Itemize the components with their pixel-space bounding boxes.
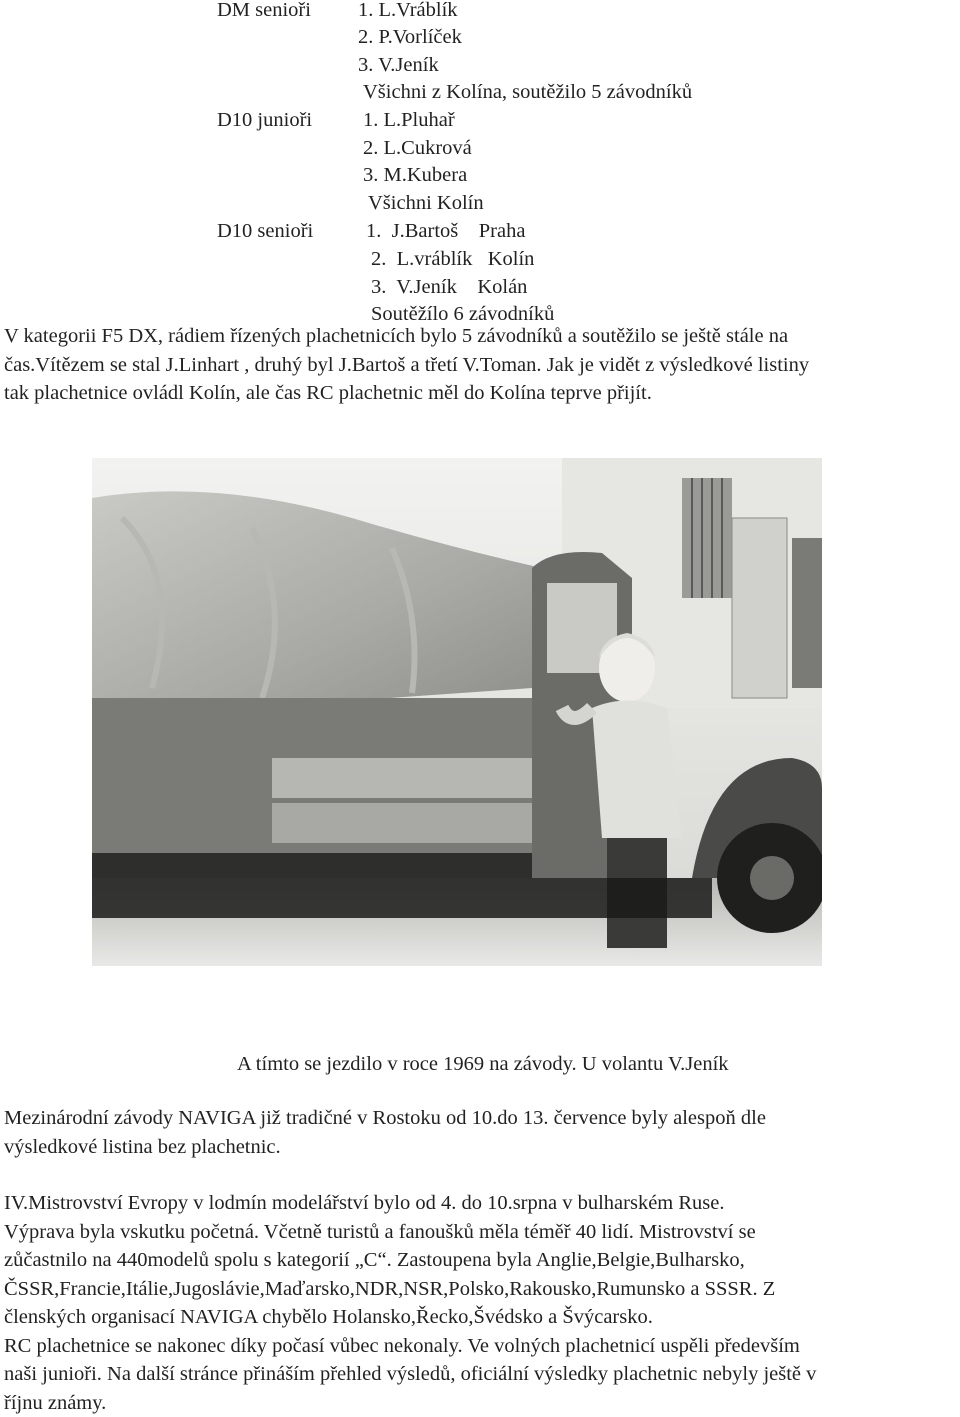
result-line: 1. J.Bartoš Praha [366, 219, 525, 243]
result-line: 3. V.Jeník [358, 53, 439, 77]
truck-photo-drawing [92, 458, 822, 966]
paragraph-line: ČSSR,Francie,Itálie,Jugoslávie,Maďarsko,NDR,NSR,Polsko,Rakousko,Rumunsko a SSSR. Z [4, 1275, 956, 1304]
result-line: 1. L.Vráblík [358, 0, 458, 22]
paragraph-line: zůčastnilo na 440modelů spolu s kategorií „C“. Zastoupena byla Anglie,Belgie,Bulharsko, [4, 1246, 956, 1275]
result-note: Všichni Kolín [368, 191, 484, 215]
paragraph-line: Mezinárodní závody NAVIGA již tradičné v Rostoku od 10.do 13. července byly alespoň dle [4, 1104, 956, 1133]
result-line: 3. V.Jeník Kolán [371, 275, 527, 299]
paragraph-rostock [4, 1104, 956, 1161]
paragraph-line: říjnu známy. [4, 1389, 956, 1417]
paragraph-line: čas.Vítězem se stal J.Linhart , druhý byl J.Bartoš a třetí V.Toman. Jak je vidět z výsledkové listiny [4, 351, 956, 380]
result-line: 3. M.Kubera [363, 163, 467, 187]
truck-photo [92, 458, 822, 966]
paragraph-line: členských organisací NAVIGA chybělo Holansko,Řecko,Švédsko a Švýcarsko. [4, 1303, 956, 1332]
paragraph-line: V kategorii F5 DX, rádiem řízených plachetnicích bylo 5 závodníků a soutěžilo se ještě stále na [4, 322, 956, 351]
paragraph-ruse [4, 1189, 956, 1417]
result-note: Všichni z Kolína, soutěžilo 5 závodníků [363, 80, 692, 104]
paragraph-line: IV.Mistrovství Evropy v lodmín modelářství bylo od 4. do 10.srpna v bulharském Ruse. [4, 1189, 956, 1218]
result-line: 2. L.Cukrová [363, 136, 472, 160]
result-line: 1. L.Pluhař [363, 108, 455, 132]
paragraph-line: výsledkové listina bez plachetnic. [4, 1133, 956, 1162]
paragraph-f5dx [4, 322, 956, 408]
paragraph-line: naši junioři. Na další stránce přináším přehled výsledů, oficiální výsledky plachetnic nebyly ještě v [4, 1360, 956, 1389]
category-label: D10 junioři [217, 108, 312, 132]
result-note: Soutěžílo 6 závodníků [371, 302, 554, 326]
paragraph-line: tak plachetnice ovládl Kolín, ale čas RC plachetnic měl do Kolína teprve přijít. [4, 379, 956, 408]
paragraph-line: RC plachetnice se nakonec díky počasí vůbec nekonaly. Ve volných plachetnicí uspěli především [4, 1332, 956, 1361]
category-label: DM senioři [217, 0, 311, 22]
photo-caption: A tímto se jezdilo v roce 1969 na závody. U volantu V.Jeník [237, 1052, 729, 1076]
result-line: 2. L.vráblík Kolín [371, 247, 534, 271]
paragraph-line: Výprava byla vskutku početná. Včetně turistů a fanoušků měla téměř 40 lidí. Mistrovství se [4, 1218, 956, 1247]
result-line: 2. P.Vorlíček [358, 25, 462, 49]
category-label: D10 senioři [217, 219, 313, 243]
